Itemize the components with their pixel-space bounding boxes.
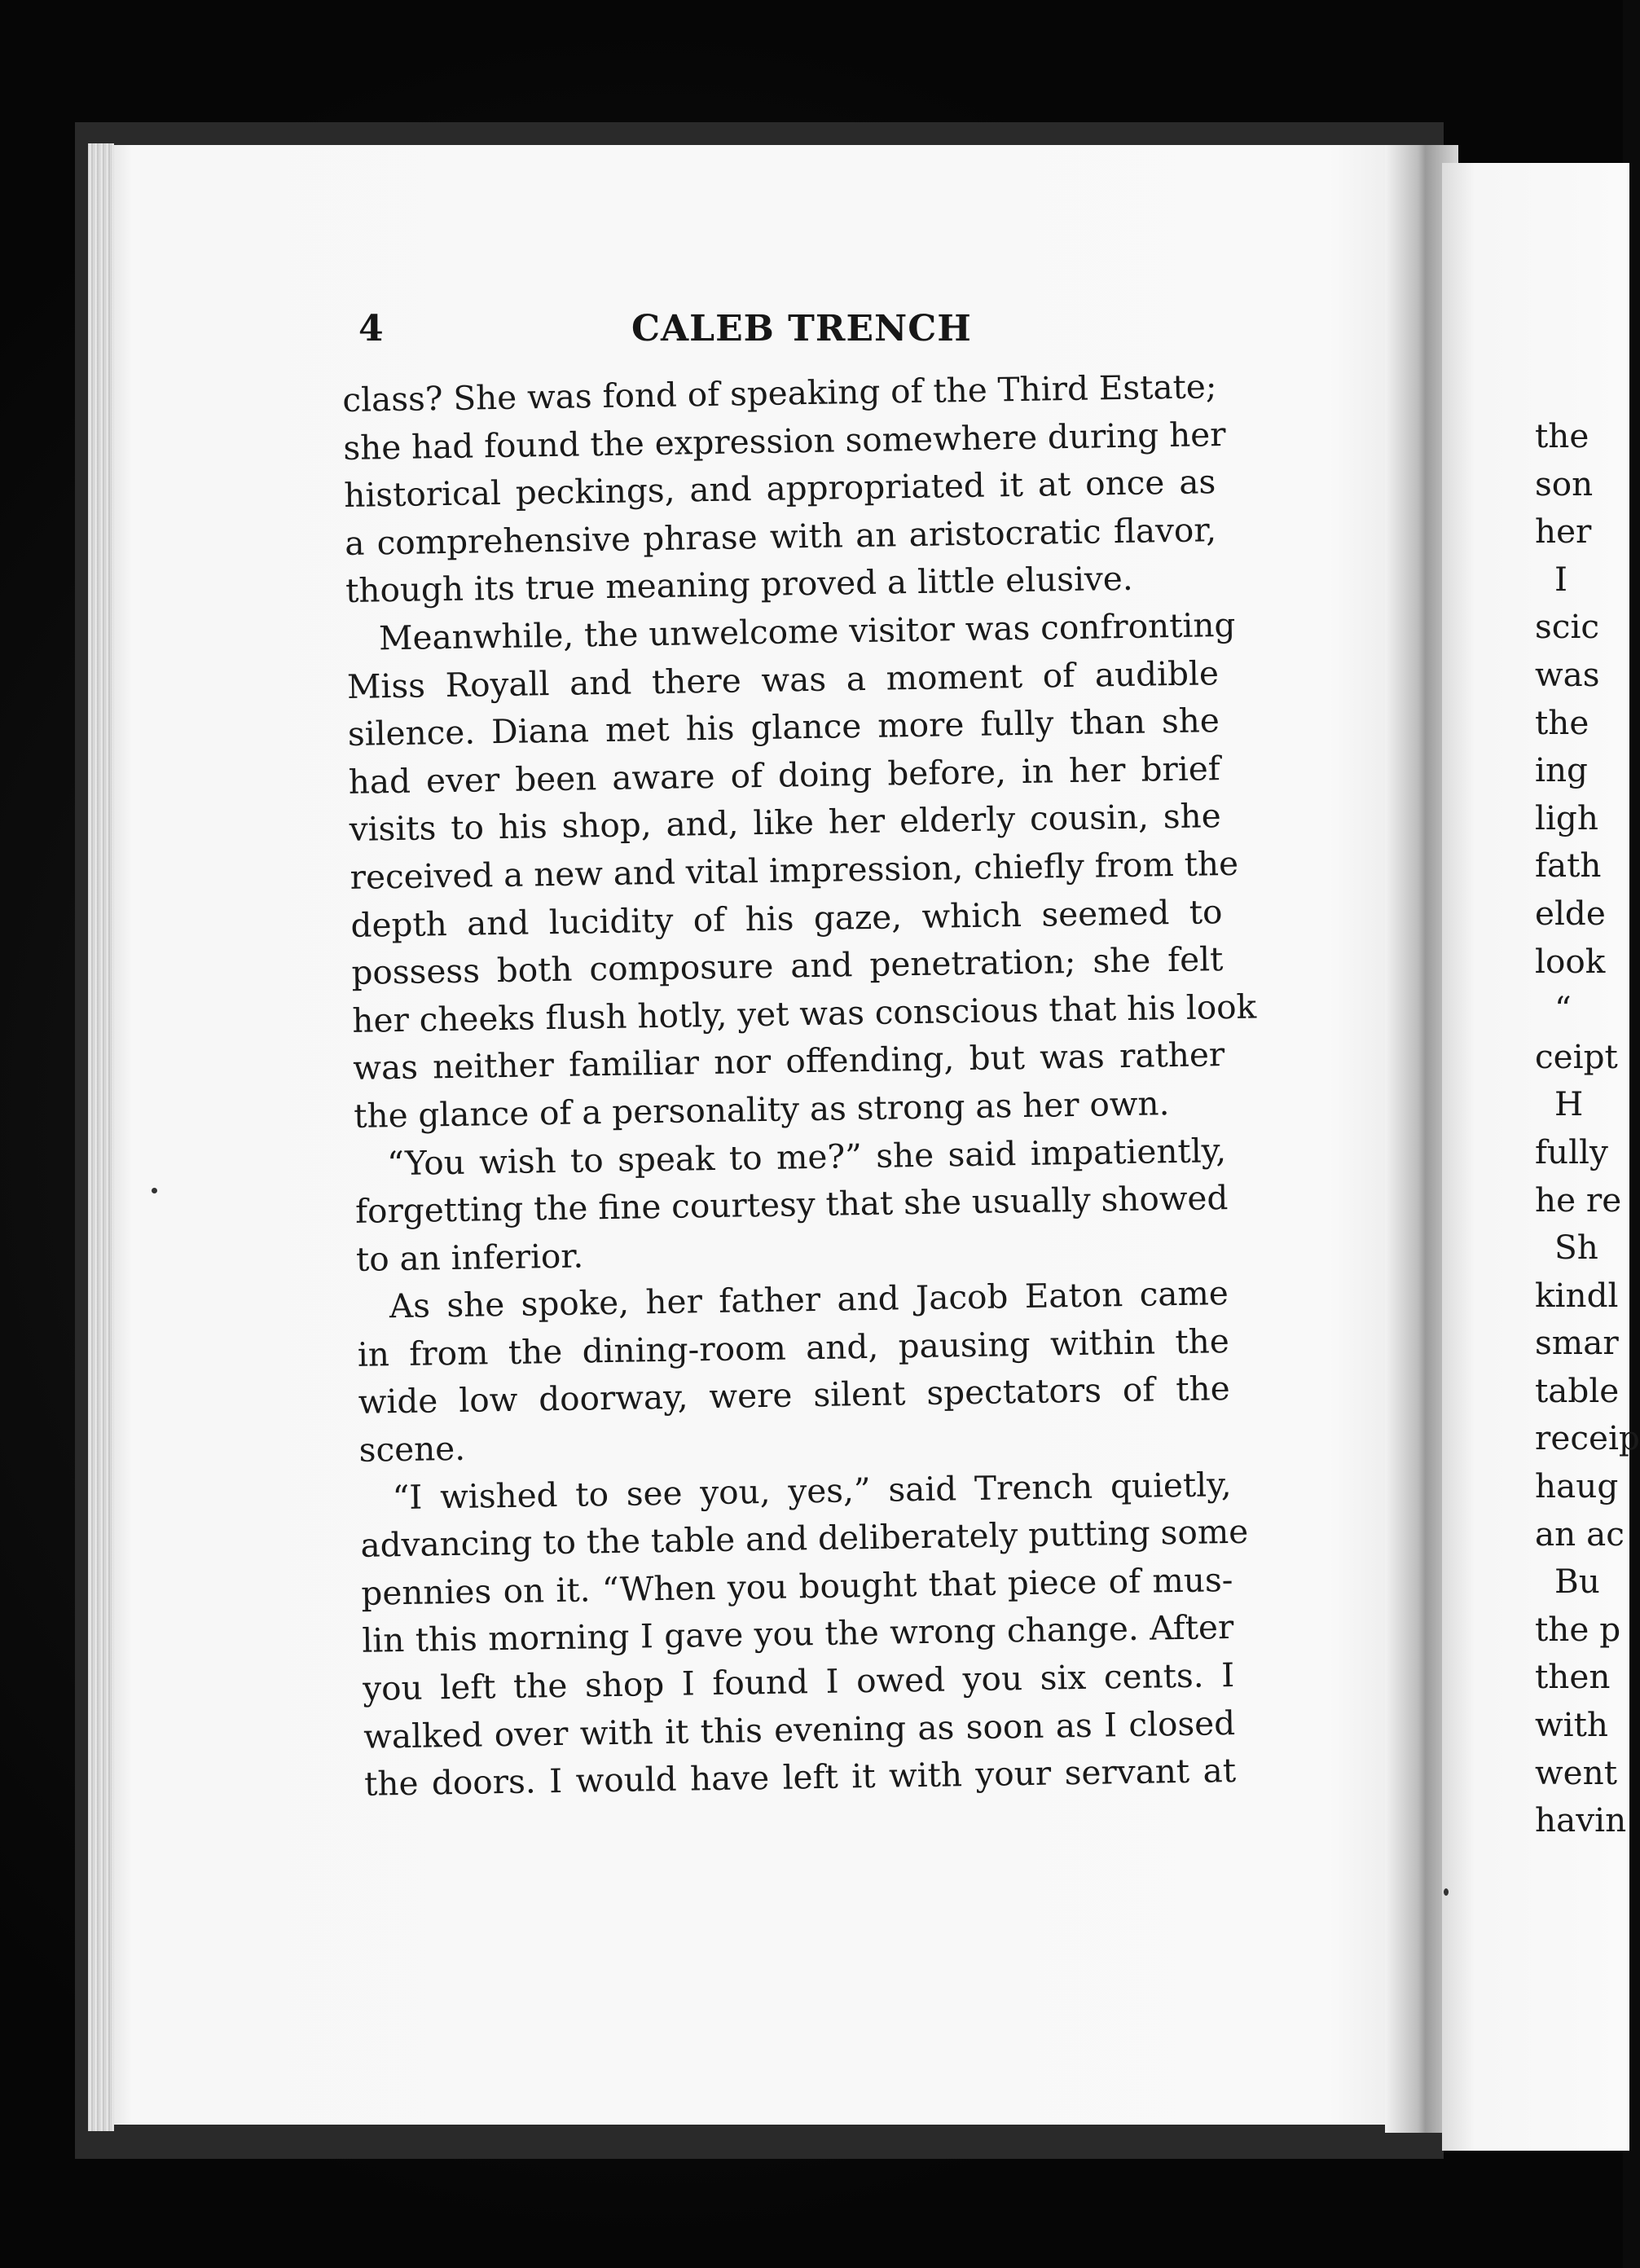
right-page-fragment: look	[1535, 941, 1606, 981]
page-edges	[88, 143, 114, 2131]
text-line: wide low doorway, were silent spectators of the	[358, 1369, 1231, 1422]
right-page-fragment: scic	[1535, 607, 1600, 647]
text-line: forgetting the fine courtesy that she usually showed	[354, 1178, 1229, 1231]
text-line: Meanwhile, the unwelcome visitor was confronting	[378, 604, 1236, 658]
body-text	[342, 363, 1257, 1808]
right-page-fragment: he re	[1535, 1180, 1622, 1220]
right-page-fragment: Sh	[1554, 1228, 1598, 1268]
running-title: CALEB TRENCH	[631, 308, 972, 349]
right-page-fragment: ing	[1535, 750, 1588, 790]
dust-speck	[152, 1188, 157, 1193]
text-line: though its true meaning proved a little elusive.	[345, 559, 1134, 611]
running-head	[358, 308, 1206, 365]
text-line: a comprehensive phrase with an aristocratic flavor,	[344, 509, 1217, 563]
text-line: the glance of a personality as strong as her own.	[353, 1083, 1170, 1136]
right-page-fragment: I	[1554, 559, 1567, 599]
text-line: depth and lucidity of his gaze, which seemed to	[350, 891, 1223, 945]
text-line: to an inferior.	[355, 1236, 584, 1279]
right-page-fragment: table	[1535, 1370, 1620, 1410]
right-page-fragment: smar	[1535, 1323, 1619, 1363]
text-line: she had found the expression somewhere during her	[342, 414, 1226, 468]
text-line: received a new and vital impression, chiefly from the	[350, 843, 1239, 897]
right-page-fragment: ceipt	[1535, 1036, 1618, 1076]
text-line: walked over with it this evening as soon as I closed	[363, 1703, 1236, 1756]
right-page-fragment: “	[1554, 989, 1572, 1029]
right-page-fragment: an ac	[1535, 1514, 1625, 1554]
text-line: silence. Diana met his glance more fully than she	[347, 701, 1220, 754]
right-page-fragment: fully	[1535, 1132, 1608, 1171]
right-page-fragment: elde	[1535, 893, 1606, 933]
right-page-fragment: haug	[1535, 1466, 1619, 1506]
right-page-fragment: the p	[1535, 1609, 1621, 1649]
right-page-fragment: with	[1535, 1705, 1608, 1745]
text-line: the doors. I would have left it with your servant at	[363, 1751, 1237, 1804]
text-line: class? She was fond of speaking of the Third Estate;	[342, 367, 1217, 420]
text-line: Miss Royall and there was a moment of audible	[346, 653, 1220, 706]
right-page-fragment: Bu	[1554, 1562, 1600, 1602]
text-line: “You wish to speak to me?” she said impatiently,	[386, 1130, 1227, 1183]
text-line: lin this morning I gave you the wrong change. After	[362, 1607, 1234, 1661]
right-page-fragment: the	[1535, 702, 1589, 742]
text-line: advancing to the table and deliberately putting some	[360, 1511, 1249, 1566]
right-page-fragment: was	[1535, 654, 1600, 694]
text-line: had ever been aware of doing before, in her brief	[348, 748, 1221, 802]
text-line: you left the shop I found I owed you six cents. I	[362, 1655, 1235, 1708]
right-page-fragment: fath	[1535, 846, 1602, 886]
right-page-fragment: receip	[1535, 1418, 1640, 1458]
page-number: 4	[358, 308, 384, 349]
text-line: historical peckings, and appropriated it at once as	[343, 462, 1216, 516]
right-page-fragment: her	[1535, 512, 1592, 552]
dust-speck	[1444, 1888, 1449, 1896]
text-line: possess both composure and penetration; she felt	[351, 939, 1224, 993]
text-line: was neither familiar nor offending, but was rather	[352, 1035, 1225, 1088]
text-line: As she spoke, her father and Jacob Eaton came	[389, 1273, 1229, 1326]
right-page-fragment: then	[1535, 1657, 1611, 1697]
right-page-fragment: ligh	[1535, 798, 1598, 837]
text-line: scene.	[358, 1428, 466, 1470]
right-page-fragment: son	[1535, 464, 1594, 503]
right-page-text-fragments	[1535, 412, 1640, 1844]
right-page-fragment: kindl	[1535, 1275, 1619, 1315]
right-page-fragment: went	[1535, 1752, 1617, 1792]
right-page-fragment: H	[1554, 1084, 1584, 1124]
text-line: her cheeks flush hotly, yet was conscious that his look	[352, 987, 1257, 1040]
text-line: in from the dining-room and, pausing within the	[357, 1321, 1230, 1374]
text-line: visits to his shop, and, like her elderly cousin, she	[349, 796, 1221, 850]
text-line: pennies on it. “When you bought that piece of mus-	[361, 1559, 1233, 1613]
text-line: “I wished to see you, yes,” said Trench quietly,	[392, 1464, 1232, 1517]
right-page-fragment: the	[1535, 416, 1589, 455]
right-page-fragment: havin	[1535, 1800, 1627, 1840]
